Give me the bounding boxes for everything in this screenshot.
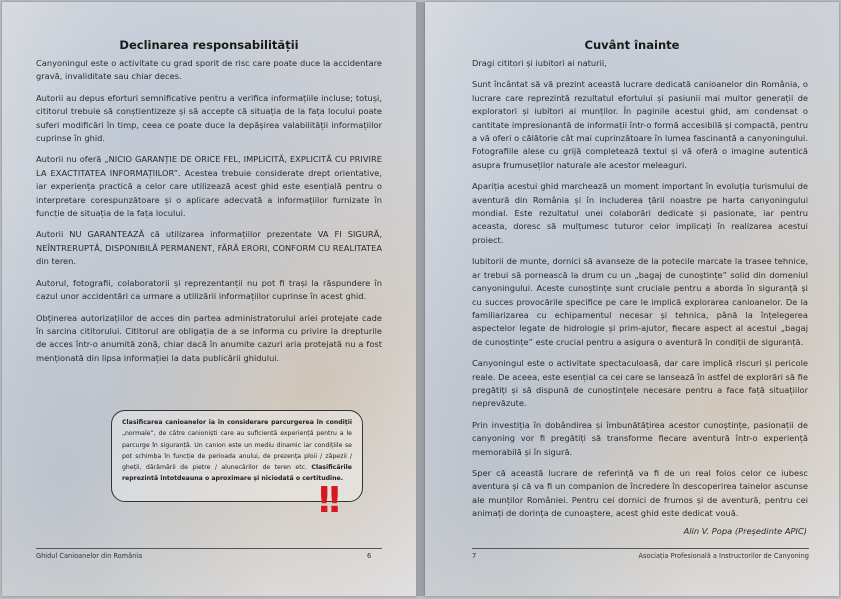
page-body xyxy=(472,57,808,529)
paragraph: Sper că această lucrare de referință va fi de un real folos celor ce iubesc aventura și că va fi un companion de încredere în descoperirea tainelor ascunse ale munților României. Pentru cei dornici de frumos și de aventură, pentru cei animați de dorința de cunoaștere, acest ghid este dedicat vouă. xyxy=(472,467,808,519)
footer-divider xyxy=(472,548,809,549)
paragraph: Obținerea autorizațiilor de acces din partea administratorului ariei protejate cade în sarcina cititorului. Cititorul are obligația de a se informa cu privire la drepturile de acces într-o anumită zonă, chiar dacă în anumite cazuri aria protejată nu a fost menționată din lipsa informației la data publicării ghidului. xyxy=(36,312,382,363)
footer-title: Ghidul Canioanelor din România xyxy=(36,552,143,560)
note-text: „normale”, de către canioniști care au suficientă experiență pentru a le parcurge în siguranță. Un canion este un mediu dinamic iar condițiile se pot schimba în funcție de perioada anului, de prezența ploii / zăpezii / gheții, dărâmării de pietre / alunecărilor de teren etc. xyxy=(122,430,352,472)
note-conclusion: Clasificările reprezintă întotdeauna o aproximare și niciodată o certitudine. xyxy=(122,464,352,483)
warning-exclamation-icon: !! xyxy=(316,480,337,521)
footer-divider xyxy=(36,548,382,549)
right-page xyxy=(425,2,839,596)
page-body xyxy=(36,57,382,373)
signature: Alin V. Popa (Președinte APIC) xyxy=(683,526,807,536)
paragraph: Prin investiția în dobândirea și îmbunătățirea acestor cunoștințe, pasionații de canyoning vor fi pregătiți să transforme fiecare aventură într-o experiență memorabilă și în sigură. xyxy=(472,419,808,457)
left-page xyxy=(2,2,416,596)
book-gutter xyxy=(416,2,425,596)
paragraph: Dragi cititori și iubitori ai naturii, xyxy=(472,58,607,68)
paragraph: Sunt încântat să vă prezint această lucrare dedicată canioanelor din România, o lucrare care reprezintă rezultatul efortului și pasiunii mai multor generații de exploratori și iubitori ai munților. În paginile acestui ghid, am condensat o cantitate impresionantă de informații într-o formă accesibilă și compactă, pentru a vă oferi o călătorie cât mai cuprinzătoare în lumea fascinantă a canyoningului. Fotografiile alese cu grijă completează textul și vă oferă o imagine autentică asupra frumuseților naturale ale acestor meleaguri. xyxy=(472,79,808,170)
page-title: Cuvânt înainte xyxy=(584,38,680,52)
note-heading: Clasificarea canioanelor ia în considerare parcurgerea în condiții xyxy=(122,419,352,426)
paragraph: Autorii NU GARANTEAZĂ că utilizarea informațiilor prezentate VA FI SIGURĂ, NEÎNTRERUPTĂ, DISPONIBILĂ PERMANENT, FĂRĂ ERORI, CONFORM CU REALITATEA din teren. xyxy=(36,229,382,267)
paragraph: Canyoningul este o activitate cu grad sporit de risc care poate duce la accidentare gravă, invaliditate sau chiar deces. xyxy=(36,58,382,82)
paragraph: Canyoningul este o activitate spectaculoasă, dar care implică riscuri și pericole reale. De aceea, este esențial ca cei care se lansează în astfel de explorări să fie pregătiți și să dispună de cunoștințele necesare pentru a face față situațiilor neprevăzute. xyxy=(472,358,808,409)
page-number: 7 xyxy=(472,552,477,560)
page-number: 6 xyxy=(367,552,372,560)
paragraph: Autorul, fotografii, colaboratorii și reprezentanții nu pot fi trași la răspundere în cazul unor accidentări ca urmare a utilizării informațiilor cuprinse în acest ghid. xyxy=(36,277,382,302)
paragraph: Autorii nu oferă „NICIO GARANȚIE DE ORICE FEL, IMPLICITĂ, EXPLICITĂ CU PRIVIRE LA EXACTITATEA INFORMAȚIILOR”. Acestea trebuie considerate drept orientative, iar experiența practică a celor care utilizează acest ghid este esențială pentru o interpretare corespunzătoare și o aplicare adecvată a informațiilor furnizate în funcție de situația de la fața locului. xyxy=(36,154,382,219)
paragraph: Autorii au depus eforturi semnificative pentru a verifica informațiile incluse; totuși, cititorul trebuie să conștientizeze și să accepte că situația de la fața locului poate suferi modificări în timp, ceea ce poate duce la depășirea valabilității informațiilor cuprinse în ghid. xyxy=(36,92,382,144)
footer-title: Asociația Profesională a Instructorilor de Canyoning xyxy=(638,552,809,560)
page-title: Declinarea responsabilității xyxy=(119,38,299,52)
paragraph: Iubitorii de munte, dornici să avanseze de la potecile marcate la trasee tehnice, ar trebui să pornească la drum cu un „bagaj de cunoștințe” solid din domeniul canyoningului. Aceste cunoștințe sunt cruciale pentru a aborda în siguranță și cu succes provocările specifice pe care le implică explorarea canioanelor. De la familiarizarea cu echipamentul necesar și tehnica, până la înțelegerea aspectelor legate de hidrologie și prim-ajutor, fiecare aspect al acestui „bagaj de cunoștințe” este crucial pentru a asigura o aventură în condiții de siguranță. xyxy=(472,256,808,347)
paragraph: Apariția acestui ghid marchează un moment important în evoluția turismului de aventură din România și în includerea țării noastre pe harta canyoningului mondial. Este rezultatul unei colaborări dedicate și pasionate, iar pentru aceasta, doresc să mulțumesc tuturor celor implicați în realizarea acestui proiect. xyxy=(472,181,808,245)
